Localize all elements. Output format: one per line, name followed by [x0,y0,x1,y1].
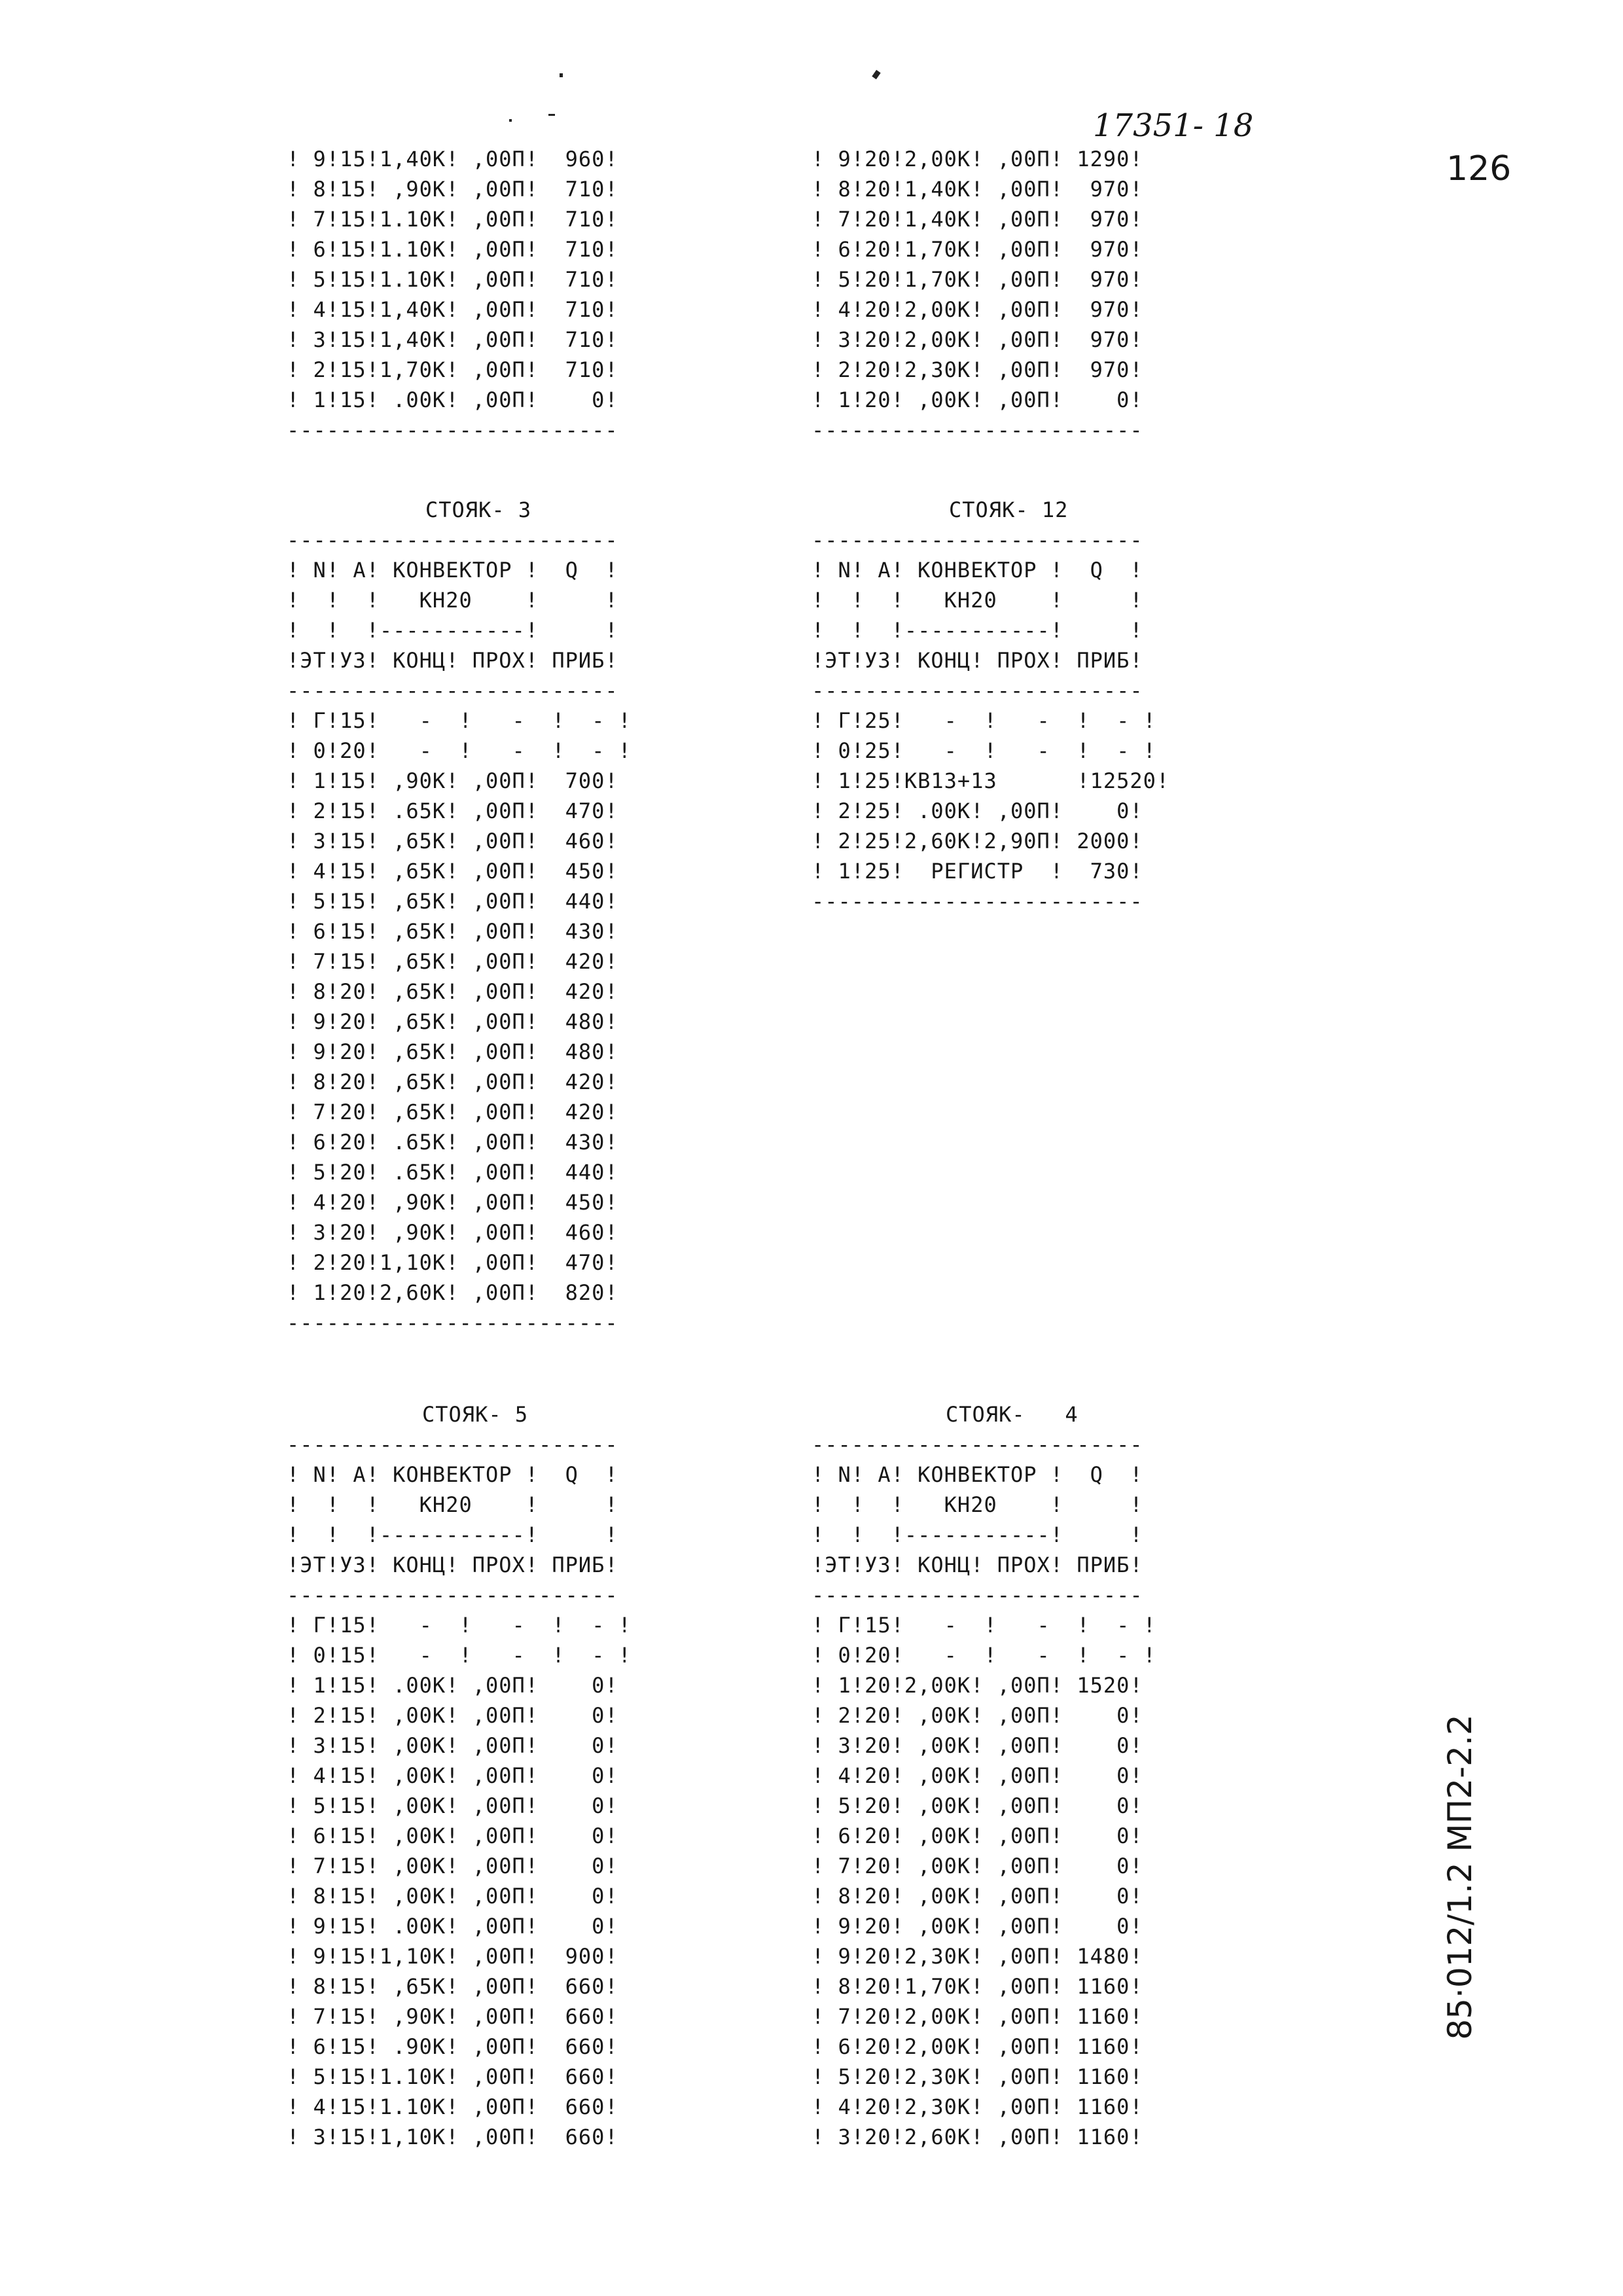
stoyak-3-table: ------------------------- ! N! А! КОНВЕКТОР ! Q ! ! ! ! КН20 ! ! ! ! !-----------! ! !ЭТ!УЗ! КОНЦ! ПРОХ! ПРИБ! ------------------------- ! Г!15! - ! - ! - ! ! 0!20! - ! - ! - ! ! 1!15! ,90К! ,00П! 700! ! 2!15! .65К! ,00П! 470! ! 3!15! ,65К! ,00П! 460! ! 4!15! ,65К! ,00П! 450! ! 5!15! ,65К! ,00П! 440! ! 6!15! ,65К! ,00П! 430! ! 7!15! ,65К! ,00П! 420! ! 8!20! ,65К! ,00П! 420! ! 9!20! ,65К! ,00П! 480! ! 9!20! ,65К! ,00П! 480! ! 8!20! ,65К! ,00П! 420! ! 7!20! ,65К! ,00П! 420! ! 6!20! .65К! ,00П! 430! ! 5!20! .65К! ,00П! 440! ! 4!20! ,90К! ,00П! 450! ! 3!20! ,90К! ,00П! 460! ! 2!20!1,10К! ,00П! 470! ! 1!20!2,60К! ,00П! 820! ------------------------- [287,528,632,1335]
stoyak-4-table: ------------------------- ! N! А! КОНВЕКТОР ! Q ! ! ! ! КН20 ! ! ! ! !-----------! ! !ЭТ!УЗ! КОНЦ! ПРОХ! ПРИБ! ------------------------- ! Г!15! - ! - ! - ! ! 0!20! - ! - ! - ! ! 1!20!2,00К! ,00П! 1520! ! 2!20! ,00К! ,00П! 0! ! 3!20! ,00К! ,00П! 0! ! 4!20! ,00К! ,00П! 0! ! 5!20! ,00К! ,00П! 0! ! 6!20! ,00К! ,00П! 0! ! 7!20! ,00К! ,00П! 0! ! 8!20! ,00К! ,00П! 0! ! 9!20! ,00К! ,00П! 0! ! 9!20!2,30К! ,00П! 1480! ! 8!20!1,70К! ,00П! 1160! ! 7!20!2,00К! ,00П! 1160! ! 6!20!2,00К! ,00П! 1160! ! 5!20!2,30К! ,00П! 1160! ! 4!20!2,30К! ,00П! 1160! ! 3!20!2,60К! ,00П! 1160! [812,1432,1156,2149]
stoyak-4-title: СТОЯК- 4 [946,1402,1079,1427]
page-number: 126 [1446,149,1512,188]
vertical-document-code: 85·012/1.2 МП2-2.2 [1441,1714,1479,2040]
scan-speck [560,73,563,77]
top-left-table-fragment: ! 9!15!1,40К! ,00П! 960! ! 8!15! ,90К! ,00П! 710! ! 7!15!1.10К! ,00П! 710! ! 6!15!1.10К! ,00П! 710! ! 5!15!1.10К! ,00П! 710! ! 4!15!1,40К! ,00П! 710! ! 3!15!1,40К! ,00П! 710! ! 2!15!1,70К! ,00П! 710! ! 1!15! .00К! ,00П! 0! ------------------------- [287,147,618,442]
scan-speck [548,114,555,116]
scan-speck [509,119,512,122]
stoyak-3-title: СТОЯК- 3 [425,497,532,522]
top-right-table-fragment: ! 9!20!2,00К! ,00П! 1290! ! 8!20!1,40К! ,00П! 970! ! 7!20!1,40К! ,00П! 970! ! 6!20!1,70К! ,00П! 970! ! 5!20!1,70К! ,00П! 970! ! 4!20!2,00К! ,00П! 970! ! 3!20!2,00К! ,00П! 970! ! 2!20!2,30К! ,00П! 970! ! 1!20! ,00К! ,00П! 0! ------------------------- [812,147,1143,442]
stoyak-12-table: ------------------------- ! N! А! КОНВЕКТОР ! Q ! ! ! ! КН20 ! ! ! ! !-----------! ! !ЭТ!УЗ! КОНЦ! ПРОХ! ПРИБ! ------------------------- ! Г!25! - ! - ! - ! ! 0!25! - ! - ! - ! ! 1!25!КВ13+13 !12520! ! 2!25! .00К! ,00П! 0! ! 2!25!2,60К!2,90П! 2000! ! 1!25! РЕГИСТР ! 730! ------------------------- [812,528,1170,914]
handwritten-reference: 17351- 18 [1093,107,1254,144]
stoyak-5-table: ------------------------- ! N! А! КОНВЕКТОР ! Q ! ! ! ! КН20 ! ! ! ! !-----------! ! !ЭТ!УЗ! КОНЦ! ПРОХ! ПРИБ! ------------------------- ! Г!15! - ! - ! - ! ! 0!15! - ! - ! - ! ! 1!15! .00К! ,00П! 0! ! 2!15! ,00К! ,00П! 0! ! 3!15! ,00К! ,00П! 0! ! 4!15! ,00К! ,00П! 0! ! 5!15! ,00К! ,00П! 0! ! 6!15! ,00К! ,00П! 0! ! 7!15! ,00К! ,00П! 0! ! 8!15! ,00К! ,00П! 0! ! 9!15! .00К! ,00П! 0! ! 9!15!1,10К! ,00П! 900! ! 8!15! ,65К! ,00П! 660! ! 7!15! ,90К! ,00П! 660! ! 6!15! .90К! ,00П! 660! ! 5!15!1.10К! ,00П! 660! ! 4!15!1.10К! ,00П! 660! ! 3!15!1,10К! ,00П! 660! [287,1432,632,2149]
stoyak-5-title: СТОЯК- 5 [422,1402,529,1427]
stoyak-12-title: СТОЯК- 12 [949,497,1069,522]
scan-speck [872,70,880,79]
